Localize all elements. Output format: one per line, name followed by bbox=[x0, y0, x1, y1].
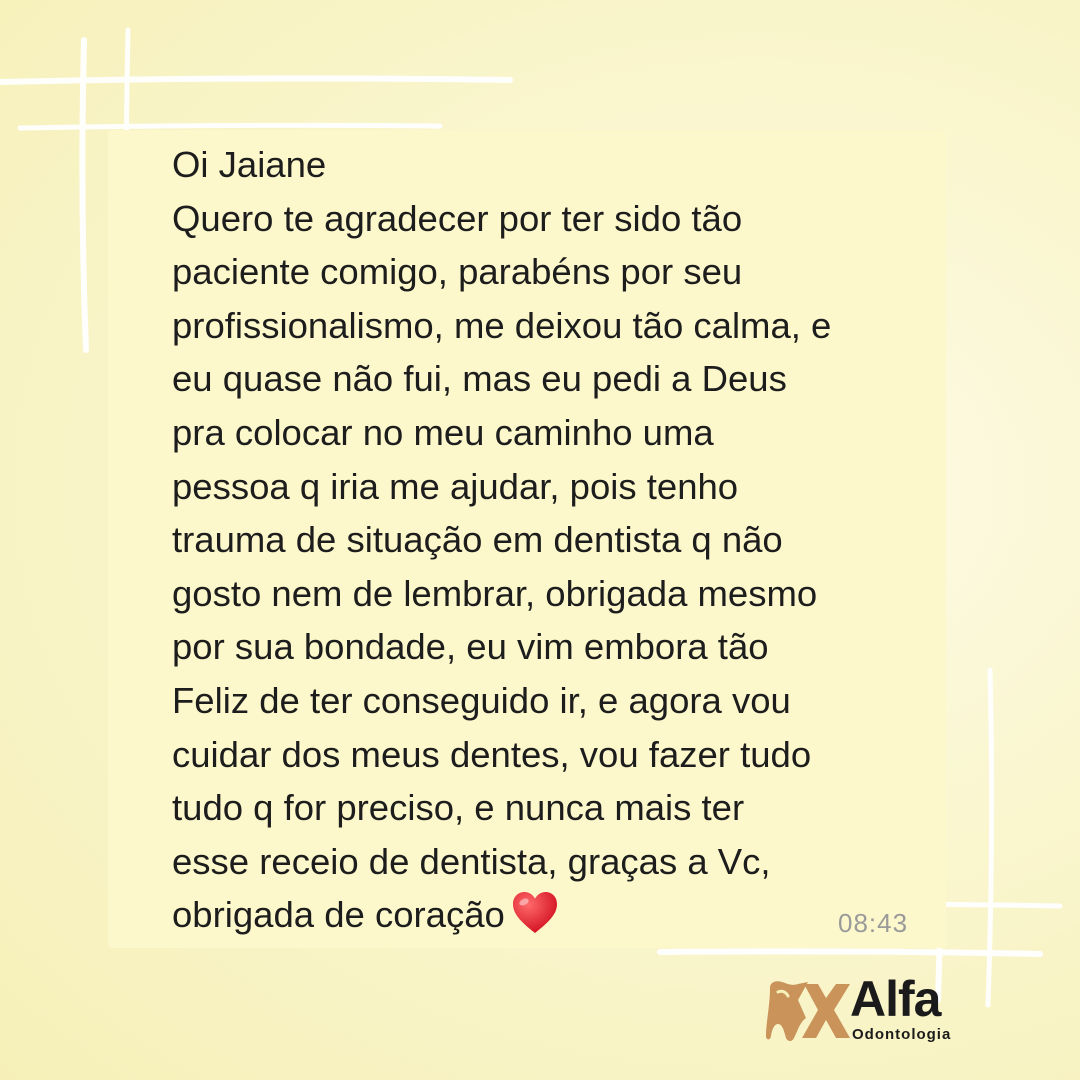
message-line: paciente comigo, parabéns por seu bbox=[172, 251, 743, 293]
tooth-logo-icon bbox=[764, 978, 852, 1044]
message-line: Quero te agradecer por ter sido tão bbox=[172, 197, 743, 239]
message-line: profissionalismo, me deixou tão calma, e bbox=[172, 304, 832, 346]
message-line: trauma de situação em dentista q não bbox=[172, 519, 783, 561]
message-line: pra colocar no meu caminho uma bbox=[172, 411, 714, 453]
message-line: esse receio de dentista, graças a Vc, bbox=[172, 840, 771, 882]
message-line: obrigada de coração bbox=[172, 894, 505, 936]
heart-icon bbox=[511, 891, 559, 935]
message-line: por sua bondade, eu vim embora tão bbox=[172, 626, 769, 668]
message-line: pessoa q iria me ajudar, pois tenho bbox=[172, 465, 739, 507]
message-line: eu quase não fui, mas eu pedi a Deus bbox=[172, 358, 787, 400]
message-timestamp: 08:43 bbox=[838, 908, 909, 938]
brand-logo bbox=[764, 971, 964, 1048]
message-text bbox=[172, 138, 932, 942]
message-line: cuidar dos meus dentes, vou fazer tudo bbox=[172, 733, 812, 775]
message-line: Feliz de ter conseguido ir, e agora vou bbox=[172, 679, 791, 721]
brand-name: Alfa bbox=[850, 971, 941, 1027]
brand-subtitle: Odontologia bbox=[852, 1026, 952, 1043]
message-line: gosto nem de lembrar, obrigada mesmo bbox=[172, 572, 818, 614]
message-line: Oi Jaiane bbox=[172, 144, 327, 185]
message-last-line bbox=[172, 888, 932, 942]
message-line: tudo q for preciso, e nunca mais ter bbox=[172, 787, 745, 829]
